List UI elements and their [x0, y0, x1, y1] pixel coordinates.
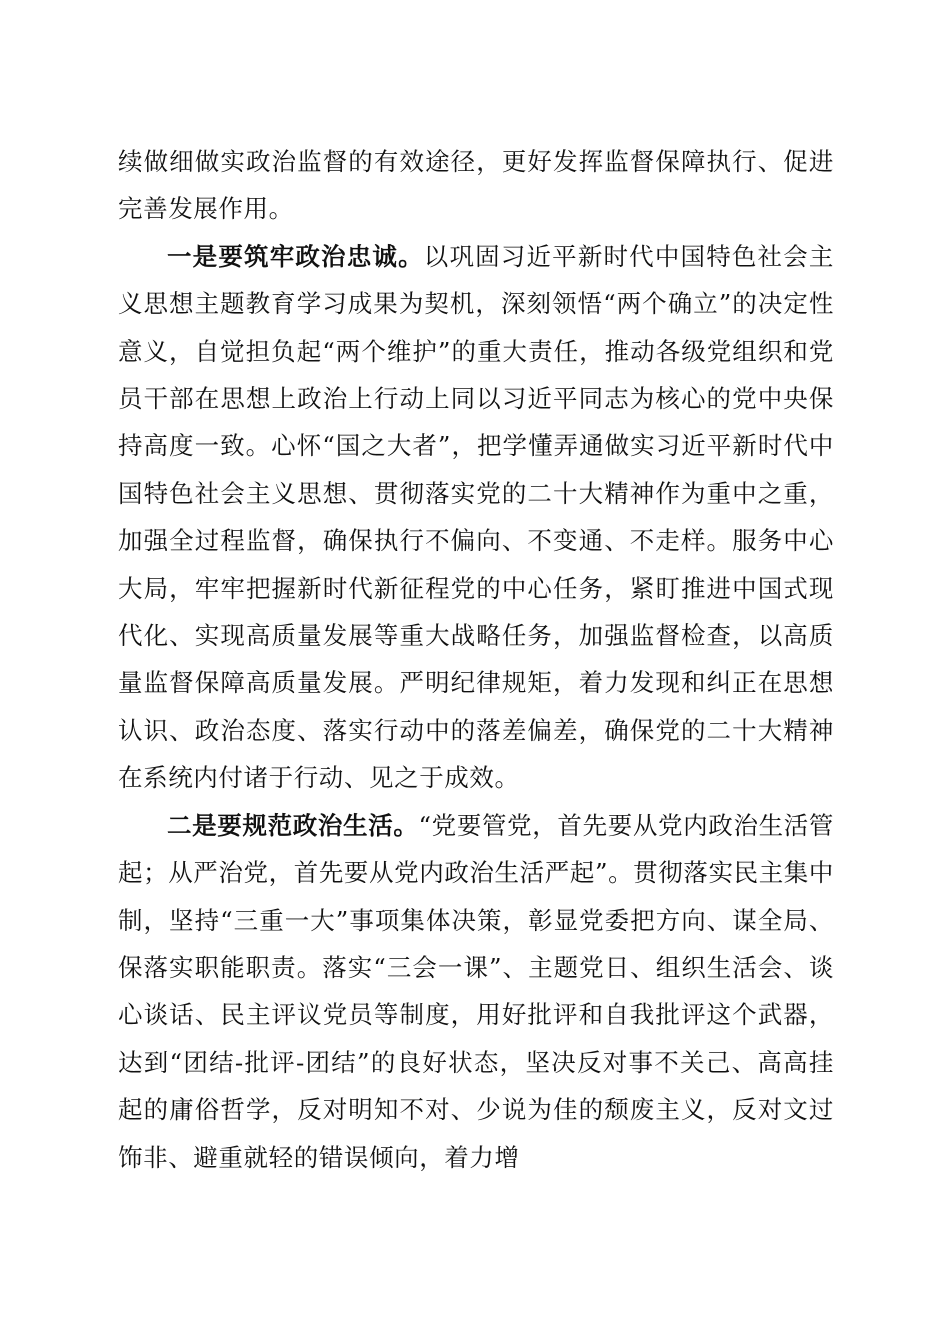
paragraph-text: 以巩固习近平新时代中国特色社会主义思想主题教育学习成果为契机，深刻领悟“两个确立”的决定性意义，自觉担负起“两个维护”的重大责任，推动各级党组织和党员干部在思想上政治上行动上同以习近平同志为核心的党中央保持高度一致。心怀“国之大者”，把学懂弄通做实习近平新时代中国特色社会主义思想、贯彻落实党的二十大精神作为重中之重，加强全过程监督，确保执行不偏向、不变通、不走样。服务中心大局，牢牢把握新时代新征程党的中心任务，紧盯推进中国式现代化、实现高质量发展等重大战略任务，加强监督检查，以高质量监督保障高质量发展。严明纪律规矩，着力发现和纠正在思想认识、政治态度、落实行动中的落差偏差，确保党的二十大精神在系统内付诸于行动、见之于成效。	[118, 241, 834, 793]
document-body	[118, 138, 834, 1181]
paragraph-heading: 二是要规范政治生活。	[167, 810, 419, 840]
paragraph-heading: 一是要筑牢政治忠诚。	[167, 241, 424, 271]
paragraph-text: “党要管党，首先要从党内政治生活管起；从严治党，首先要从党内政治生活严起”。贯彻落实民主集中制，坚持“三重一大”事项集体决策，彰显党委把方向、谋全局、保落实职能职责。落实“三会一课”、主题党日、组织生活会、谈心谈话、民主评议党员等制度，用好批评和自我批评这个武器，达到“团结-批评-团结”的良好状态，坚决反对事不关己、高高挂起的庸俗哲学，反对明知不对、少说为佳的颓废主义，反对文过饰非、避重就轻的错误倾向，着力增	[118, 810, 835, 1172]
paragraph-text: 续做细做实政治监督的有效途径，更好发挥监督保障执行、促进完善发展作用。	[118, 147, 834, 224]
paragraph-political-loyalty	[118, 233, 834, 802]
paragraph-political-life	[118, 802, 834, 1181]
paragraph-continuation	[118, 138, 834, 233]
